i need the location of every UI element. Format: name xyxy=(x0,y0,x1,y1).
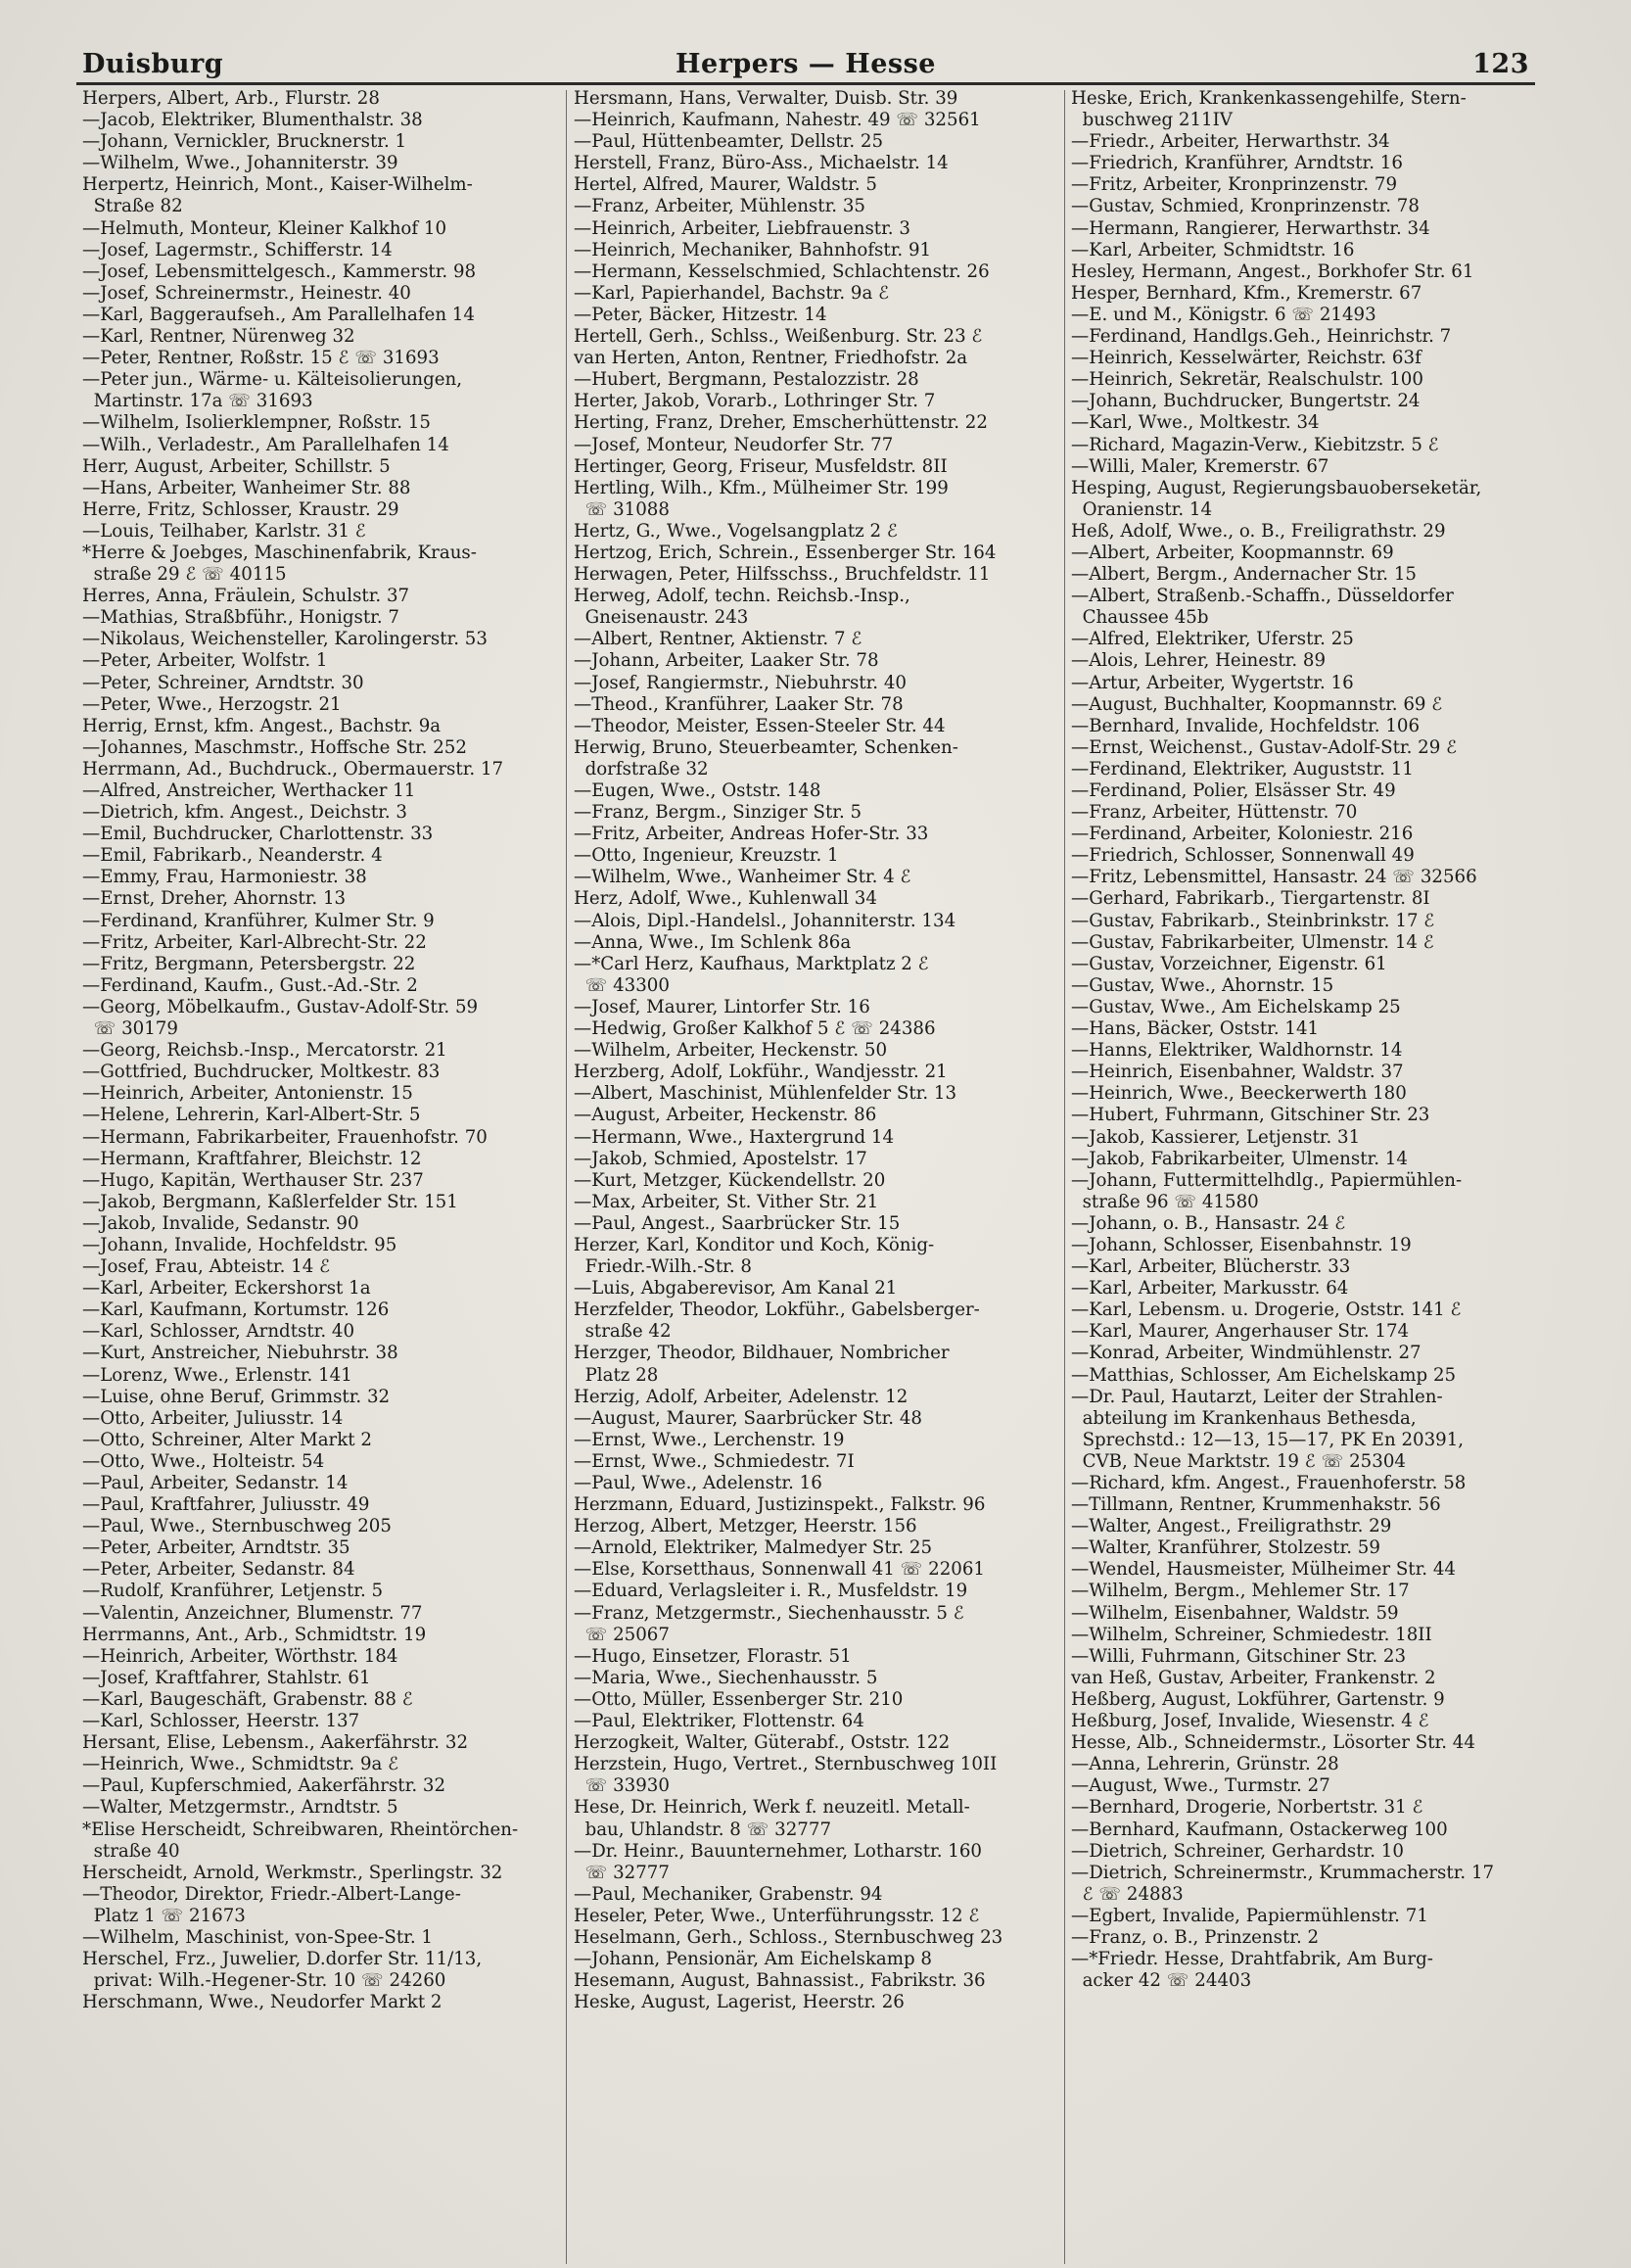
directory-entry: Herzfelder, Theodor, Lokführ., Gabelsberger- xyxy=(574,1299,980,1321)
directory-entry: Platz 1 ☏ 21673 xyxy=(82,1905,246,1926)
directory-entry: —Kurt, Metzger, Kückendellstr. 20 xyxy=(574,1169,886,1191)
directory-entry: Herzogkeit, Walter, Güterabf., Oststr. 122 xyxy=(574,1732,951,1754)
directory-entry: —Otto, Wwe., Holteistr. 54 xyxy=(82,1450,325,1472)
directory-entry: —Gustav, Wwe., Ahornstr. 15 xyxy=(1071,974,1334,996)
directory-entry: —Paul, Wwe., Sternbuschweg 205 xyxy=(82,1516,392,1537)
directory-entry: —Johann, Pensionär, Am Eichelskamp 8 xyxy=(574,1949,932,1970)
directory-entry: —Hanns, Elektriker, Waldhornstr. 14 xyxy=(1071,1040,1403,1062)
directory-entry: straße 96 ☏ 41580 xyxy=(1071,1191,1259,1212)
directory-entry: Hersmann, Hans, Verwalter, Duisb. Str. 39 xyxy=(574,88,958,109)
directory-entry: —Theodor, Meister, Essen-Steeler Str. 44 xyxy=(574,715,946,736)
directory-entry: acker 42 ☏ 24403 xyxy=(1071,1970,1252,1992)
directory-entry: —Lorenz, Wwe., Erlenstr. 141 xyxy=(82,1364,352,1386)
directory-entry: —Gustav, Fabrikarbeiter, Ulmenstr. 14 ℰ xyxy=(1071,931,1434,953)
directory-entry: —Jacob, Elektriker, Blumenthalstr. 38 xyxy=(82,110,423,131)
directory-entry: —Paul, Arbeiter, Sedanstr. 14 xyxy=(82,1473,349,1493)
directory-entry: —E. und M., Königstr. 6 ☏ 21493 xyxy=(1071,304,1376,325)
directory-entry: —Johann, Invalide, Hochfeldstr. 95 xyxy=(82,1234,397,1255)
directory-entry: —Walter, Metzgermstr., Arndtstr. 5 xyxy=(82,1797,398,1819)
directory-entry: —Ferdinand, Elektriker, Auguststr. 11 xyxy=(1071,758,1414,780)
directory-entry: —Rudolf, Kranführer, Letjenstr. 5 xyxy=(82,1581,384,1602)
directory-entry: —Jakob, Invalide, Sedanstr. 90 xyxy=(82,1212,359,1234)
directory-entry: Herre, Fritz, Schlosser, Kraustr. 29 xyxy=(82,498,399,520)
directory-entry: ☏ 25067 xyxy=(574,1624,670,1645)
directory-entry: —Alois, Lehrer, Heinestr. 89 xyxy=(1071,650,1327,672)
directory-entry: —Jakob, Kassierer, Letjenstr. 31 xyxy=(1071,1126,1361,1148)
directory-entry: —Wilh., Verladestr., Am Parallelhafen 14 xyxy=(82,434,449,455)
directory-entry: Hesemann, August, Bahnassist., Fabrikstr. 36 xyxy=(574,1970,986,1992)
directory-entry: Herres, Anna, Fräulein, Schulstr. 37 xyxy=(82,586,410,607)
directory-entry: —August, Maurer, Saarbrücker Str. 48 xyxy=(574,1407,922,1429)
directory-entry: —Albert, Rentner, Aktienstr. 7 ℰ xyxy=(574,629,862,650)
directory-entry: —Dietrich, Schreinermstr., Krummacherstr. 17 xyxy=(1071,1862,1495,1883)
directory-entry: Heseler, Peter, Wwe., Unterführungsstr. 12 ℰ xyxy=(574,1905,980,1926)
directory-entry: Herting, Franz, Dreher, Emscherhüttenstr. 22 xyxy=(574,412,988,434)
directory-entry: —Paul, Kraftfahrer, Juliusstr. 49 xyxy=(82,1494,370,1516)
directory-entry: —Bernhard, Invalide, Hochfeldstr. 106 xyxy=(1071,715,1421,736)
directory-entry: —Johann, Vernickler, Brucknerstr. 1 xyxy=(82,131,407,153)
directory-entry: Herzer, Karl, Konditor und Koch, König- xyxy=(574,1234,935,1255)
directory-entry: —Valentin, Anzeichner, Blumenstr. 77 xyxy=(82,1602,423,1624)
directory-entry: —Otto, Müller, Essenberger Str. 210 xyxy=(574,1688,904,1710)
directory-entry: —Hubert, Bergmann, Pestalozzistr. 28 xyxy=(574,369,919,391)
directory-entry: —Karl, Lebensm. u. Drogerie, Oststr. 141 ℰ xyxy=(1071,1299,1462,1321)
directory-entry: —Wilhelm, Eisenbahner, Waldstr. 59 xyxy=(1071,1602,1399,1624)
directory-entry: —Josef, Monteur, Neudorfer Str. 77 xyxy=(574,434,894,455)
directory-entry: —Peter jun., Wärme- u. Kälteisolierungen, xyxy=(82,369,463,391)
directory-entry: Heselmann, Gerh., Schloss., Sternbuschweg 23 xyxy=(574,1926,1003,1948)
directory-entry: —August, Wwe., Turmstr. 27 xyxy=(1071,1775,1330,1797)
header-city: Duisburg xyxy=(82,49,224,79)
directory-entry: —Albert, Straßenb.-Schaffn., Düsseldorfer xyxy=(1071,586,1454,607)
directory-entry: —Franz, Arbeiter, Hüttenstr. 70 xyxy=(1071,802,1358,824)
directory-entry: —Dietrich, Schreiner, Gerhardstr. 10 xyxy=(1071,1840,1404,1862)
directory-entry: —Hermann, Fabrikarbeiter, Frauenhofstr. 70 xyxy=(82,1126,488,1148)
directory-entry: —Gerhard, Fabrikarb., Tiergartenstr. 8I xyxy=(1071,888,1430,910)
directory-entry: —Luise, ohne Beruf, Grimmstr. 32 xyxy=(82,1386,391,1407)
directory-entry: Heß, Adolf, Wwe., o. B., Freiligrathstr. 29 xyxy=(1071,520,1446,542)
directory-entry: —Karl, Arbeiter, Schmidtstr. 16 xyxy=(1071,239,1355,260)
directory-entry: —Georg, Reichsb.-Insp., Mercatorstr. 21 xyxy=(82,1040,447,1062)
directory-entry: —Karl, Arbeiter, Eckershorst 1a xyxy=(82,1278,371,1299)
directory-entry: —Bernhard, Kaufmann, Ostackerweg 100 xyxy=(1071,1819,1448,1840)
directory-entry: Hesley, Hermann, Angest., Borkhofer Str. 61 xyxy=(1071,260,1474,282)
directory-entry: Straße 82 xyxy=(82,196,183,217)
directory-entry: —Otto, Arbeiter, Juliusstr. 14 xyxy=(82,1407,344,1429)
directory-entry: Hertz, G., Wwe., Vogelsangplatz 2 ℰ xyxy=(574,520,898,542)
directory-entry: —Hubert, Fuhrmann, Gitschiner Str. 23 xyxy=(1071,1105,1430,1126)
directory-entry: Hertling, Wilh., Kfm., Mülheimer Str. 199 xyxy=(574,477,949,498)
directory-entry: Chaussee 45b xyxy=(1071,607,1209,629)
directory-entry: —Karl, Schlosser, Heerstr. 137 xyxy=(82,1711,360,1732)
directory-entry: —Hermann, Rangierer, Herwarthstr. 34 xyxy=(1071,217,1430,239)
directory-entry: Herzstein, Hugo, Vertret., Sternbuschweg 10II xyxy=(574,1754,998,1775)
directory-entry: —Ferdinand, Handlgs.Geh., Heinrichstr. 7 xyxy=(1071,326,1452,348)
directory-entry: Platz 28 xyxy=(574,1364,659,1386)
directory-entry: straße 29 ℰ ☏ 40115 xyxy=(82,564,287,586)
directory-entry: —Paul, Mechaniker, Grabenstr. 94 xyxy=(574,1883,883,1905)
directory-entry: Herschmann, Wwe., Neudorfer Markt 2 xyxy=(82,1992,443,2013)
directory-entry: —Wendel, Hausmeister, Mülheimer Str. 44 xyxy=(1071,1559,1456,1581)
directory-entry: —Georg, Möbelkaufm., Gustav-Adolf-Str. 59 xyxy=(82,996,479,1017)
directory-entry: —Karl, Kaufmann, Kortumstr. 126 xyxy=(82,1299,390,1321)
directory-entry: —Wilhelm, Bergm., Mehlemer Str. 17 xyxy=(1071,1581,1410,1602)
directory-entry: —Anna, Lehrerin, Grünstr. 28 xyxy=(1071,1754,1339,1775)
directory-entry: —Luis, Abgaberevisor, Am Kanal 21 xyxy=(574,1278,898,1299)
directory-entry: —Matthias, Schlosser, Am Eichelskamp 25 xyxy=(1071,1364,1457,1386)
directory-entry: —Peter, Wwe., Herzogstr. 21 xyxy=(82,693,342,715)
directory-entry: —Paul, Hüttenbeamter, Dellstr. 25 xyxy=(574,131,884,153)
directory-entry: —*Friedr. Hesse, Drahtfabrik, Am Burg- xyxy=(1071,1949,1433,1970)
directory-entry: —Theodor, Direktor, Friedr.-Albert-Lange- xyxy=(82,1883,461,1905)
directory-entry: —Wilhelm, Isolierklempner, Roßstr. 15 xyxy=(82,412,431,434)
directory-entry: Herscheidt, Arnold, Werkmstr., Sperlingstr. 32 xyxy=(82,1862,503,1883)
directory-entry: —Karl, Arbeiter, Markusstr. 64 xyxy=(1071,1278,1349,1299)
directory-entry: —Ferdinand, Kaufm., Gust.-Ad.-Str. 2 xyxy=(82,974,418,996)
directory-entry: —Fritz, Arbeiter, Kronprinzenstr. 79 xyxy=(1071,174,1398,196)
directory-entry: —Wilhelm, Schreiner, Schmiedestr. 18II xyxy=(1071,1624,1432,1645)
directory-entry: —Ernst, Dreher, Ahornstr. 13 xyxy=(82,888,347,910)
directory-entry: —Josef, Maurer, Lintorfer Str. 16 xyxy=(574,996,870,1017)
directory-entry: Hesping, August, Regierungsbauoberseketär, xyxy=(1071,477,1482,498)
directory-entry: —Josef, Frau, Abteistr. 14 ℰ xyxy=(82,1256,331,1278)
directory-entry: Hertell, Gerh., Schlss., Weißenburg. Str. 23 ℰ xyxy=(574,326,983,348)
directory-entry: —Franz, o. B., Prinzenstr. 2 xyxy=(1071,1926,1320,1948)
directory-entry: *Herre & Joebges, Maschinenfabrik, Kraus- xyxy=(82,542,477,563)
directory-entry: Herzberg, Adolf, Lokführ., Wandjesstr. 21 xyxy=(574,1062,948,1083)
directory-entry: —Heinrich, Mechaniker, Bahnhofstr. 91 xyxy=(574,239,932,260)
directory-entry: —Maria, Wwe., Siechenhausstr. 5 xyxy=(574,1667,878,1688)
directory-entry: —Wilhelm, Wwe., Wanheimer Str. 4 ℰ xyxy=(574,867,911,888)
directory-entry: —Ernst, Wwe., Schmiedestr. 7I xyxy=(574,1450,855,1472)
directory-entry: —Walter, Angest., Freiligrathstr. 29 xyxy=(1071,1516,1392,1537)
directory-entry: —Dr. Paul, Hautarzt, Leiter der Strahlen- xyxy=(1071,1386,1443,1407)
directory-entry: —Fritz, Lebensmittel, Hansastr. 24 ☏ 32566 xyxy=(1071,867,1477,888)
column-2 xyxy=(574,88,1057,2243)
directory-entry: —Josef, Rangiermstr., Niebuhrstr. 40 xyxy=(574,672,907,693)
directory-entry: —Franz, Arbeiter, Mühlenstr. 35 xyxy=(574,196,865,217)
directory-entry: Gneisenaustr. 243 xyxy=(574,607,749,629)
directory-entry: —Gustav, Schmied, Kronprinzenstr. 78 xyxy=(1071,196,1420,217)
directory-entry: —Hedwig, Großer Kalkhof 5 ℰ ☏ 24386 xyxy=(574,1018,936,1040)
directory-entry: bau, Uhlandstr. 8 ☏ 32777 xyxy=(574,1819,832,1840)
directory-entry: Hesper, Bernhard, Kfm., Kremerstr. 67 xyxy=(1071,282,1422,304)
directory-entry: —Gustav, Vorzeichner, Eigenstr. 61 xyxy=(1071,953,1387,974)
directory-entry: Hersant, Elise, Lebensm., Aakerfährstr. 32 xyxy=(82,1732,469,1754)
directory-entry: —Johann, Futtermittelhdlg., Papiermühlen- xyxy=(1071,1169,1463,1191)
directory-entry: —Tillmann, Rentner, Krummenhakstr. 56 xyxy=(1071,1494,1441,1516)
directory-entry: —Josef, Lagermstr., Schifferstr. 14 xyxy=(82,239,393,260)
directory-entry: —August, Buchhalter, Koopmannstr. 69 ℰ xyxy=(1071,693,1443,715)
directory-entry: —Artur, Arbeiter, Wygertstr. 16 xyxy=(1071,672,1354,693)
column-divider xyxy=(1064,90,1065,2264)
directory-entry: Heßburg, Josef, Invalide, Wiesenstr. 4 ℰ xyxy=(1071,1711,1429,1732)
directory-entry: —Heinrich, Kaufmann, Nahestr. 49 ☏ 32561 xyxy=(574,110,981,131)
directory-entry: —Franz, Bergm., Sinziger Str. 5 xyxy=(574,802,862,824)
directory-entry: Herweg, Adolf, techn. Reichsb.-Insp., xyxy=(574,586,910,607)
directory-entry: —Heinrich, Wwe., Schmidtstr. 9a ℰ xyxy=(82,1754,399,1775)
directory-entry: ☏ 33930 xyxy=(574,1775,670,1797)
directory-entry: straße 42 xyxy=(574,1321,672,1343)
directory-entry: —Alfred, Anstreicher, Werthacker 11 xyxy=(82,780,416,801)
directory-entry: Hertinger, Georg, Friseur, Musfeldstr. 8II xyxy=(574,455,948,477)
directory-entry: —Max, Arbeiter, St. Vither Str. 21 xyxy=(574,1191,879,1212)
directory-entry: —Peter, Schreiner, Arndtstr. 30 xyxy=(82,672,364,693)
directory-entry: Herzmann, Eduard, Justizinspekt., Falkstr. 96 xyxy=(574,1494,986,1516)
directory-entry: —Karl, Arbeiter, Blücherstr. 33 xyxy=(1071,1256,1351,1278)
directory-entry: Herr, August, Arbeiter, Schillstr. 5 xyxy=(82,455,391,477)
directory-entry: —Walter, Kranführer, Stolzestr. 59 xyxy=(1071,1537,1380,1559)
directory-entry: Friedr.-Wilh.-Str. 8 xyxy=(574,1256,752,1278)
directory-entry: van Heß, Gustav, Arbeiter, Frankenstr. 2 xyxy=(1071,1667,1436,1688)
directory-entry: —Nikolaus, Weichensteller, Karolingerstr. 53 xyxy=(82,629,488,650)
directory-entry: straße 40 xyxy=(82,1840,180,1862)
directory-entry: —Hans, Bäcker, Oststr. 141 xyxy=(1071,1018,1320,1040)
directory-entry: privat: Wilh.-Hegener-Str. 10 ☏ 24260 xyxy=(82,1970,446,1992)
directory-entry: —Ferdinand, Kranführer, Kulmer Str. 9 xyxy=(82,910,435,931)
directory-entry: —Albert, Maschinist, Mühlenfelder Str. 13 xyxy=(574,1083,957,1105)
directory-entry: —Kurt, Anstreicher, Niebuhrstr. 38 xyxy=(82,1343,398,1364)
directory-entry: —Karl, Papierhandel, Bachstr. 9a ℰ xyxy=(574,282,890,304)
directory-entry: dorfstraße 32 xyxy=(574,758,709,780)
directory-entry: —Peter, Bäcker, Hitzestr. 14 xyxy=(574,304,827,325)
directory-entry: Herz, Adolf, Wwe., Kuhlenwall 34 xyxy=(574,888,877,910)
directory-entry: —Josef, Lebensmittelgesch., Kammerstr. 98 xyxy=(82,260,477,282)
directory-entry: —Willi, Maler, Kremerstr. 67 xyxy=(1071,455,1329,477)
directory-entry: —Jakob, Schmied, Apostelstr. 17 xyxy=(574,1148,867,1169)
directory-entry: Herpers, Albert, Arb., Flurstr. 28 xyxy=(82,88,380,109)
directory-entry: Hesse, Alb., Schneidermstr., Lösorter Str. 44 xyxy=(1071,1732,1475,1754)
directory-entry: —Albert, Bergm., Andernacher Str. 15 xyxy=(1071,564,1417,586)
directory-entry: —Paul, Kupferschmied, Aakerfährstr. 32 xyxy=(82,1775,446,1797)
directory-entry: Herzog, Albert, Metzger, Heerstr. 156 xyxy=(574,1516,917,1537)
directory-entry: Herter, Jakob, Vorarb., Lothringer Str. 7 xyxy=(574,391,936,412)
directory-entry: ☏ 30179 xyxy=(82,1018,178,1040)
page-header xyxy=(82,45,1529,84)
directory-entry: —Willi, Fuhrmann, Gitschiner Str. 23 xyxy=(1071,1645,1407,1667)
directory-entry: —Eduard, Verlagsleiter i. R., Musfeldstr. 19 xyxy=(574,1581,968,1602)
directory-entry: —Louis, Teilhaber, Karlstr. 31 ℰ xyxy=(82,520,366,542)
directory-entry: Herrig, Ernst, kfm. Angest., Bachstr. 9a xyxy=(82,715,442,736)
directory-entry: —Fritz, Arbeiter, Karl-Albrecht-Str. 22 xyxy=(82,931,427,953)
directory-entry: —Bernhard, Drogerie, Norbertstr. 31 ℰ xyxy=(1071,1797,1423,1819)
directory-entry: —Hugo, Einsetzer, Florastr. 51 xyxy=(574,1645,852,1667)
directory-entry: CVB, Neue Marktstr. 19 ℰ ☏ 25304 xyxy=(1071,1450,1406,1472)
directory-entry: —Hermann, Kraftfahrer, Bleichstr. 12 xyxy=(82,1148,422,1169)
directory-entry: —Albert, Arbeiter, Koopmannstr. 69 xyxy=(1071,542,1394,563)
directory-entry: —Heinrich, Kesselwärter, Reichstr. 63f xyxy=(1071,348,1421,369)
directory-entry: —Friedrich, Kranführer, Arndtstr. 16 xyxy=(1071,153,1403,174)
directory-entry: Heske, Erich, Krankenkassengehilfe, Stern- xyxy=(1071,88,1467,109)
directory-entry: —Paul, Elektriker, Flottenstr. 64 xyxy=(574,1711,864,1732)
directory-entry: —Richard, Magazin-Verw., Kiebitzstr. 5 ℰ xyxy=(1071,434,1439,455)
directory-entry: —Emil, Buchdrucker, Charlottenstr. 33 xyxy=(82,824,434,845)
directory-entry: —Franz, Metzgermstr., Siechenhausstr. 5 ℰ xyxy=(574,1602,964,1624)
directory-entry: Herzger, Theodor, Bildhauer, Nombricher xyxy=(574,1343,950,1364)
directory-entry: —Karl, Maurer, Angerhauser Str. 174 xyxy=(1071,1321,1410,1343)
directory-entry: —Richard, kfm. Angest., Frauenhoferstr. 58 xyxy=(1071,1473,1467,1493)
directory-entry: —Hermann, Kesselschmied, Schlachtenstr. 26 xyxy=(574,260,990,282)
directory-entry: —Mathias, Straßbführ., Honigstr. 7 xyxy=(82,607,399,629)
directory-entry: Hertzog, Erich, Schrein., Essenberger Str. 164 xyxy=(574,542,997,563)
directory-entry: —Friedrich, Schlosser, Sonnenwall 49 xyxy=(1071,845,1415,867)
directory-entry: —Dr. Heinr., Bauunternehmer, Lotharstr. 160 xyxy=(574,1840,982,1862)
directory-entry: ☏ 31088 xyxy=(574,498,670,520)
directory-entry: —August, Arbeiter, Heckenstr. 86 xyxy=(574,1105,877,1126)
directory-entry: —Theod., Kranführer, Laaker Str. 78 xyxy=(574,693,904,715)
directory-entry: —Karl, Baugeschäft, Grabenstr. 88 ℰ xyxy=(82,1688,413,1710)
directory-entry: —Heinrich, Eisenbahner, Waldstr. 37 xyxy=(1071,1062,1404,1083)
directory-entry: —Ferdinand, Polier, Elsässer Str. 49 xyxy=(1071,780,1396,801)
directory-entry: —Egbert, Invalide, Papiermühlenstr. 71 xyxy=(1071,1905,1428,1926)
directory-entry: —Wilhelm, Wwe., Johanniterstr. 39 xyxy=(82,153,398,174)
directory-entry: —Otto, Ingenieur, Kreuzstr. 1 xyxy=(574,845,839,867)
directory-entry: ℰ ☏ 24883 xyxy=(1071,1883,1184,1905)
directory-entry: —Johannes, Maschmstr., Hoffsche Str. 252 xyxy=(82,736,467,758)
directory-entry: ☏ 32777 xyxy=(574,1862,670,1883)
directory-entry: —Dietrich, kfm. Angest., Deichstr. 3 xyxy=(82,802,407,824)
directory-entry: Herrmanns, Ant., Arb., Schmidtstr. 19 xyxy=(82,1624,427,1645)
column-1 xyxy=(82,88,560,2243)
directory-entry: —Arnold, Elektriker, Malmedyer Str. 25 xyxy=(574,1537,933,1559)
directory-entry: —Josef, Schreinermstr., Heinestr. 40 xyxy=(82,282,411,304)
directory-entry: —Peter, Rentner, Roßstr. 15 ℰ ☏ 31693 xyxy=(82,348,440,369)
directory-entry: —Paul, Angest., Saarbrücker Str. 15 xyxy=(574,1212,901,1234)
directory-entry: —Hans, Arbeiter, Wanheimer Str. 88 xyxy=(82,477,411,498)
directory-entry: —Ernst, Wwe., Lerchenstr. 19 xyxy=(574,1429,845,1450)
directory-entry: Herwig, Bruno, Steuerbeamter, Schenken- xyxy=(574,736,958,758)
directory-entry: Heßberg, August, Lokführer, Gartenstr. 9 xyxy=(1071,1688,1445,1710)
directory-entry: —Peter, Arbeiter, Wolfstr. 1 xyxy=(82,650,328,672)
directory-entry: —Jakob, Fabrikarbeiter, Ulmenstr. 14 xyxy=(1071,1148,1408,1169)
directory-entry: Martinstr. 17a ☏ 31693 xyxy=(82,391,313,412)
directory-entry: —*Carl Herz, Kaufhaus, Marktplatz 2 ℰ xyxy=(574,953,929,974)
directory-entry: —Karl, Wwe., Moltkestr. 34 xyxy=(1071,412,1320,434)
directory-entry: —Anna, Wwe., Im Schlenk 86a xyxy=(574,931,852,953)
directory-entry: —Josef, Kraftfahrer, Stahlstr. 61 xyxy=(82,1667,371,1688)
directory-entry: —Heinrich, Sekretär, Realschulstr. 100 xyxy=(1071,369,1423,391)
directory-entry: —Gottfried, Buchdrucker, Moltkestr. 83 xyxy=(82,1062,441,1083)
directory-entry: —Karl, Baggeraufseh., Am Parallelhafen 14 xyxy=(82,304,475,325)
directory-entry: —Heinrich, Arbeiter, Antonienstr. 15 xyxy=(82,1083,413,1105)
directory-entry: Hertel, Alfred, Maurer, Waldstr. 5 xyxy=(574,174,877,196)
directory-entry: *Elise Herscheidt, Schreibwaren, Rheintörchen- xyxy=(82,1819,519,1840)
directory-entry: —Heinrich, Arbeiter, Wörthstr. 184 xyxy=(82,1645,398,1667)
directory-entry: —Else, Korsetthaus, Sonnenwall 41 ☏ 22061 xyxy=(574,1559,986,1581)
directory-entry: —Gustav, Wwe., Am Eichelskamp 25 xyxy=(1071,996,1401,1017)
directory-entry: —Alois, Dipl.-Handelsl., Johanniterstr. 134 xyxy=(574,910,956,931)
directory-entry: —Konrad, Arbeiter, Windmühlenstr. 27 xyxy=(1071,1343,1421,1364)
directory-entry: —Emmy, Frau, Harmoniestr. 38 xyxy=(82,867,367,888)
directory-entry: —Johann, Schlosser, Eisenbahnstr. 19 xyxy=(1071,1234,1412,1255)
directory-entry: —Fritz, Bergmann, Petersbergstr. 22 xyxy=(82,953,416,974)
directory-entry: —Jakob, Bergmann, Kaßlerfelder Str. 151 xyxy=(82,1191,458,1212)
directory-entry: van Herten, Anton, Rentner, Friedhofstr. 2a xyxy=(574,348,968,369)
directory-entry: —Helmuth, Monteur, Kleiner Kalkhof 10 xyxy=(82,217,447,239)
column-divider xyxy=(566,90,567,2264)
column-3 xyxy=(1071,88,1533,2243)
directory-entry: abteilung im Krankenhaus Bethesda, xyxy=(1071,1407,1417,1429)
directory-entry: —Hugo, Kapitän, Werthauser Str. 237 xyxy=(82,1169,424,1191)
directory-entry: —Gustav, Fabrikarb., Steinbrinkstr. 17 ℰ xyxy=(1071,910,1435,931)
directory-entry: —Ernst, Weichenst., Gustav-Adolf-Str. 29 ℰ xyxy=(1071,736,1458,758)
directory-entry: Heske, August, Lagerist, Heerstr. 26 xyxy=(574,1992,905,2013)
directory-entry: ☏ 43300 xyxy=(574,974,670,996)
header-rule xyxy=(76,82,1535,85)
directory-entry: —Ferdinand, Arbeiter, Koloniestr. 216 xyxy=(1071,824,1414,845)
directory-entry: Herrmann, Ad., Buchdruck., Obermauerstr. 17 xyxy=(82,758,504,780)
directory-entry: Herpertz, Heinrich, Mont., Kaiser-Wilhelm- xyxy=(82,174,473,196)
directory-entry: —Peter, Arbeiter, Arndtstr. 35 xyxy=(82,1537,350,1559)
directory-entry: —Paul, Wwe., Adelenstr. 16 xyxy=(574,1473,822,1493)
directory-entry: —Karl, Rentner, Nürenweg 32 xyxy=(82,326,355,348)
directory-entry: —Fritz, Arbeiter, Andreas Hofer-Str. 33 xyxy=(574,824,929,845)
directory-entry: —Emil, Fabrikarb., Neanderstr. 4 xyxy=(82,845,383,867)
directory-entry: —Otto, Schreiner, Alter Markt 2 xyxy=(82,1429,372,1450)
directory-entry: Herwagen, Peter, Hilfsschss., Bruchfeldstr. 11 xyxy=(574,564,991,586)
directory-entry: Herzig, Adolf, Arbeiter, Adelenstr. 12 xyxy=(574,1386,909,1407)
directory-entry: —Wilhelm, Arbeiter, Heckenstr. 50 xyxy=(574,1040,888,1062)
directory-entry: —Johann, Buchdrucker, Bungertstr. 24 xyxy=(1071,391,1421,412)
directory-entry: —Karl, Schlosser, Arndtstr. 40 xyxy=(82,1321,355,1343)
directory-entry: Oranienstr. 14 xyxy=(1071,498,1213,520)
directory-entry: Herstell, Franz, Büro-Ass., Michaelstr. 14 xyxy=(574,153,949,174)
directory-entry: Herschel, Frz., Juwelier, D.dorfer Str. 11/13, xyxy=(82,1949,483,1970)
directory-entry: —Eugen, Wwe., Oststr. 148 xyxy=(574,780,821,801)
directory-entry: buschweg 211IV xyxy=(1071,110,1233,131)
directory-entry: —Heinrich, Wwe., Beeckerwerth 180 xyxy=(1071,1083,1407,1105)
header-name-range: Herpers — Hesse xyxy=(676,49,936,79)
page-number: 123 xyxy=(1472,49,1529,79)
directory-entry: —Hermann, Wwe., Haxtergrund 14 xyxy=(574,1126,895,1148)
directory-entry: Sprechstd.: 12—13, 15—17, PK En 20391, xyxy=(1071,1429,1465,1450)
directory-entry: Hese, Dr. Heinrich, Werk f. neuzeitl. Metall- xyxy=(574,1797,970,1819)
directory-entry: —Alfred, Elektriker, Uferstr. 25 xyxy=(1071,629,1354,650)
directory-entry: —Peter, Arbeiter, Sedanstr. 84 xyxy=(82,1559,355,1581)
directory-entry: —Wilhelm, Maschinist, von-Spee-Str. 1 xyxy=(82,1926,434,1948)
directory-entry: —Johann, Arbeiter, Laaker Str. 78 xyxy=(574,650,879,672)
directory-entry: —Heinrich, Arbeiter, Liebfrauenstr. 3 xyxy=(574,217,910,239)
directory-entry: —Friedr., Arbeiter, Herwarthstr. 34 xyxy=(1071,131,1390,153)
directory-entry: —Johann, o. B., Hansastr. 24 ℰ xyxy=(1071,1212,1346,1234)
directory-entry: —Helene, Lehrerin, Karl-Albert-Str. 5 xyxy=(82,1105,421,1126)
